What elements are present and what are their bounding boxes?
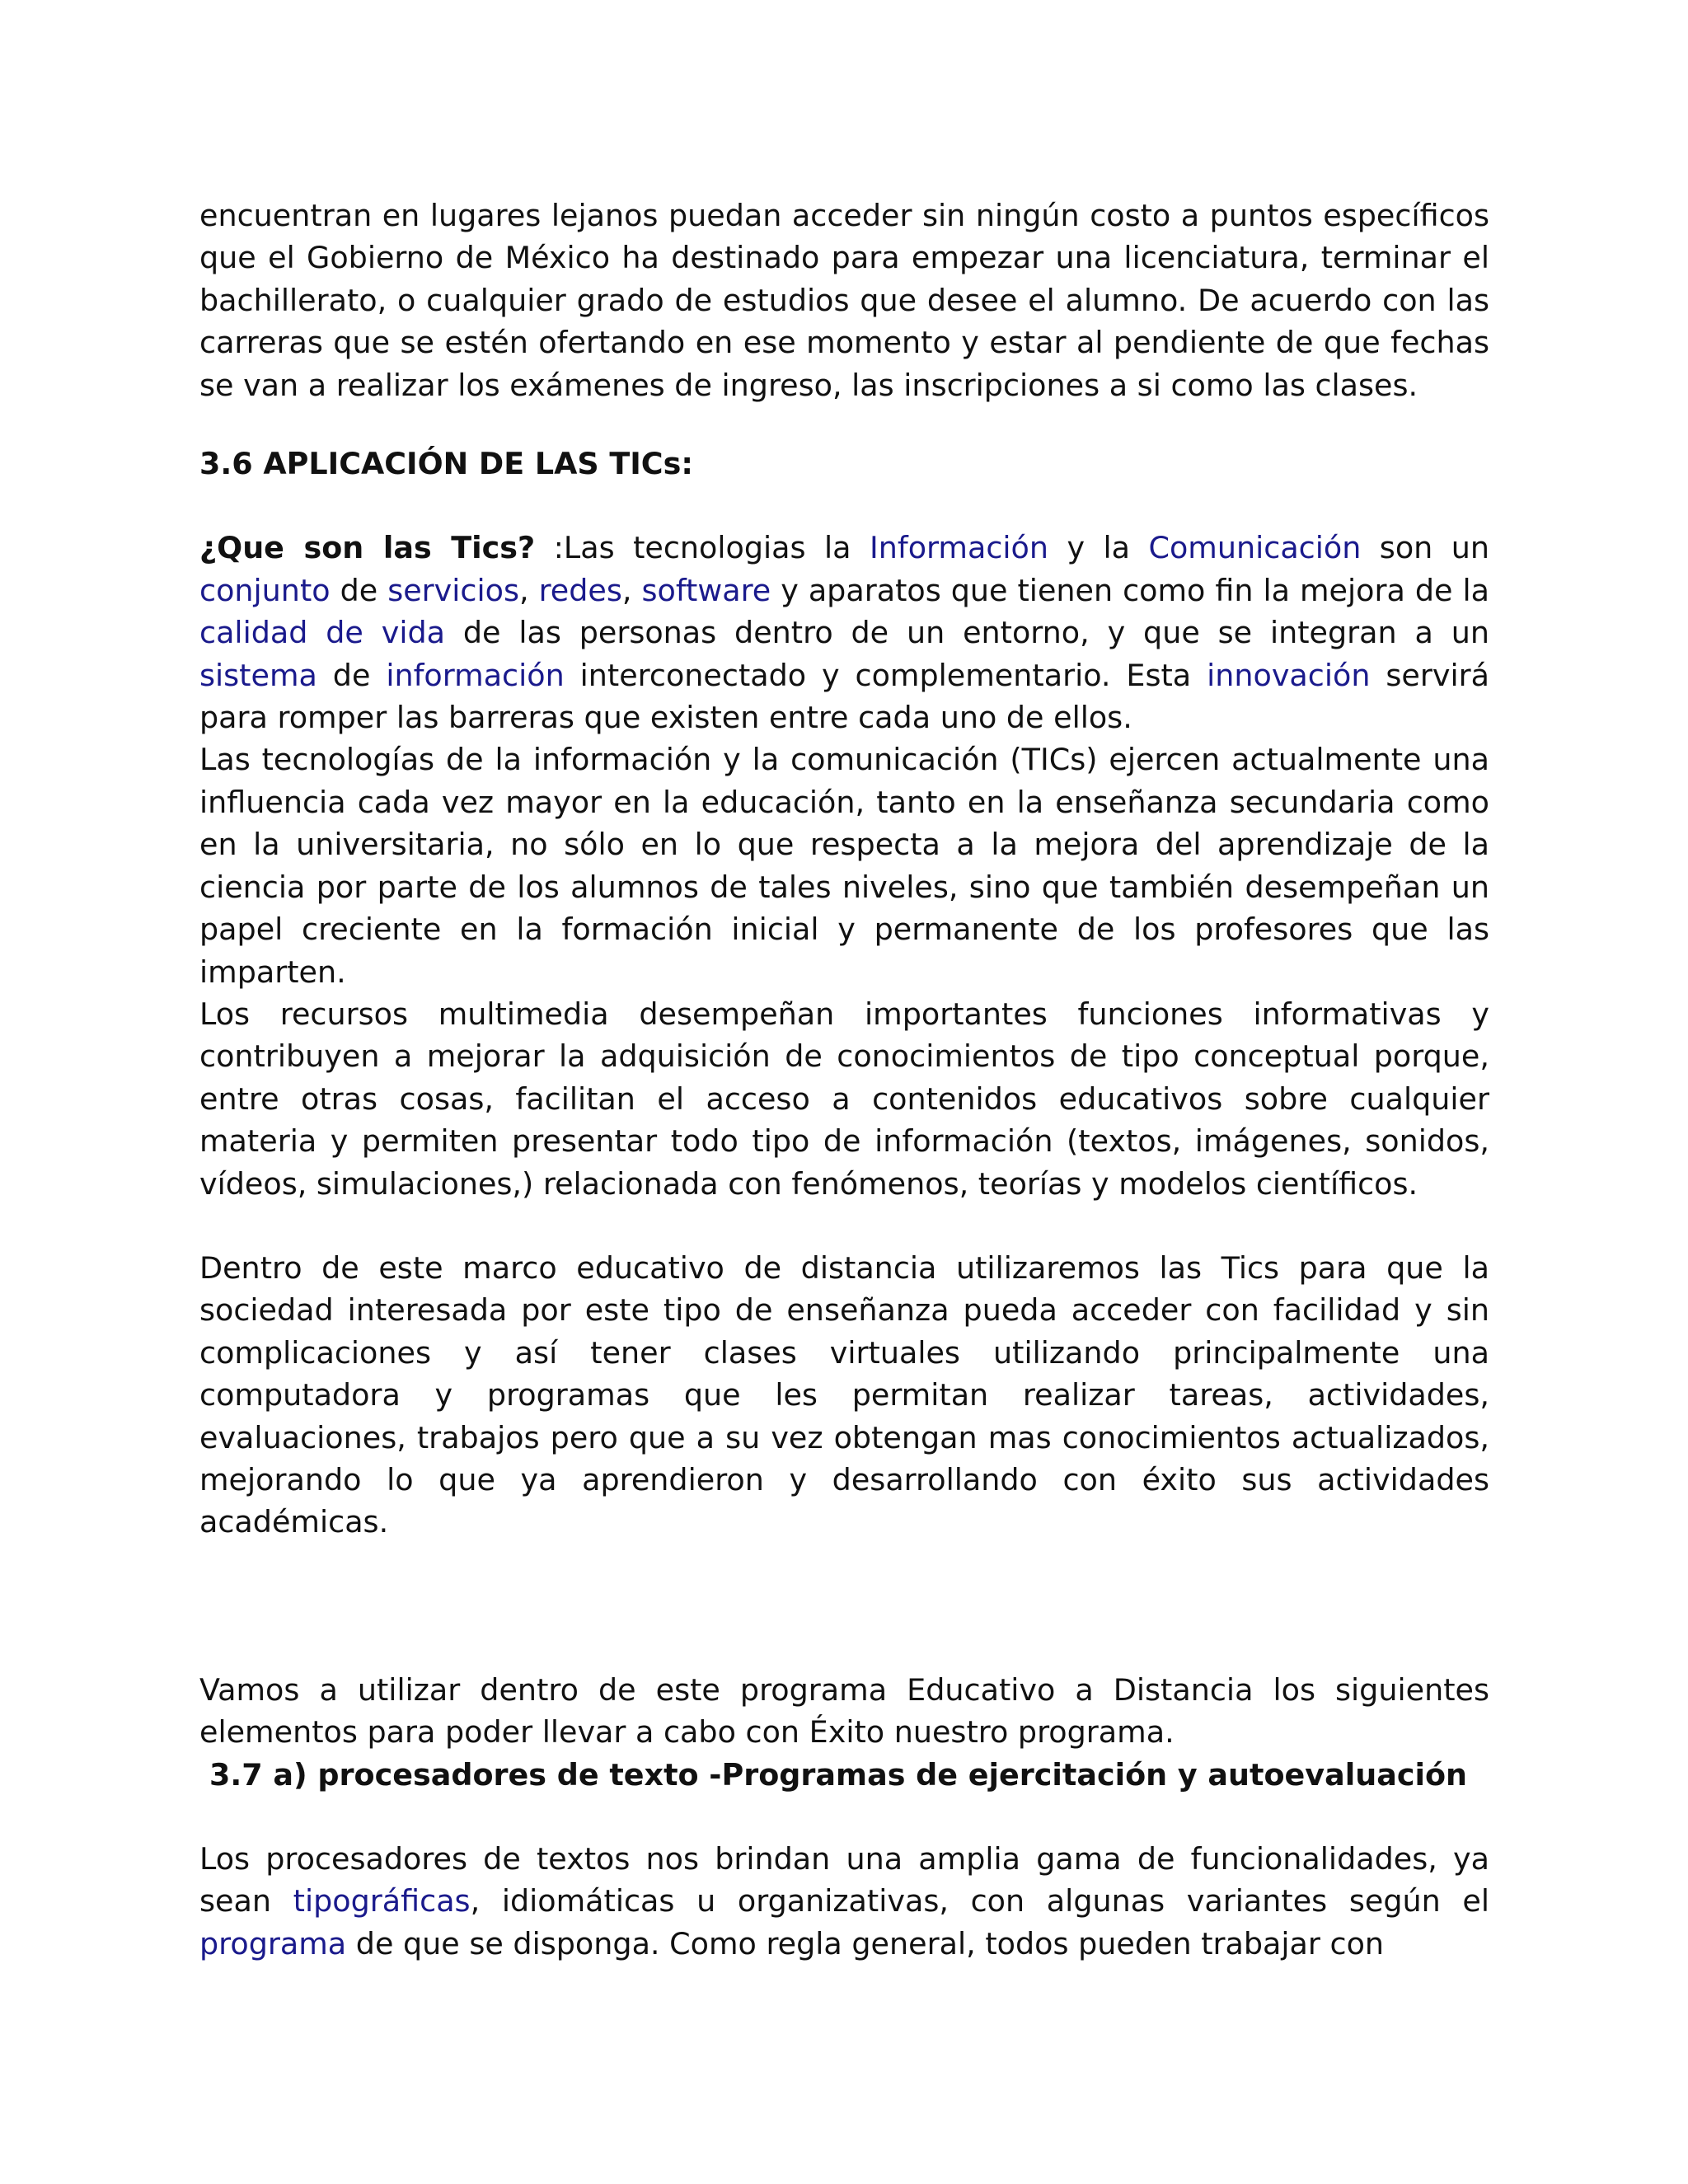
text-run: son un [1361,530,1489,566]
section-heading-3-7: 3.7 a) procesadores de texto -Programas de ejercitación y autoevaluación [209,1756,1468,1793]
link-conjunto[interactable]: conjunto [199,572,331,608]
text-run: y la [1048,530,1149,566]
text-run: Los procesadores de textos nos brindan una amplia gama de funcionalidades, ya sean [199,1841,1489,1919]
tics-education-paragraph: Las tecnologías de la información y la comunicación (TICs) ejercen actualmente una influencia cada vez mayor en la educación, tanto en la enseñanza secundaria como en la universitaria, no sólo en lo que respecta a la mejora del aprendizaje de la ciencia por parte de los alumnos de tales niveles, sino que también desempeñan un papel creciente en la formación inicial y permanente de los profesores que las imparten. [199,742,1489,990]
link-software[interactable]: software [641,572,771,608]
text-run: , [621,572,642,608]
section-heading-3-6: 3.6 APLICACIÓN DE LAS TICs: [199,446,693,482]
spacer [199,1205,1489,1247]
spacer [199,406,1489,443]
text-run: , idiomáticas u organizativas, con algunas variantes según el [470,1883,1490,1919]
multimedia-paragraph: Los recursos multimedia desempeñan importantes funciones informativas y contribuyen a mejorar la adquisición de conocimientos de tipo conceptual porque, entre otras cosas, facilitan el acceso a contenidos educativos sobre cualquier materia y permiten presentar todo tipo de información (textos, imágenes, sonidos, vídeos, simulaciones,) relacionada con fenómenos, teorías y modelos científicos. [199,996,1489,1202]
link-redes[interactable]: redes [538,572,622,608]
text-run: de las personas dentro de un entorno, y que se integran a un [445,615,1489,651]
spacer [199,485,1489,527]
link-tipograficas[interactable]: tipográficas [293,1883,471,1919]
text-run: de [330,572,388,608]
distance-education-paragraph: Dentro de este marco educativo de distancia utilizaremos las Tics para que la sociedad interesada por este tipo de enseñanza pueda acceder con facilidad y sin complicaciones y así tener clases virtuales utilizando principalmente una computadora y programas que les permitan realizar tareas, actividades, evaluaciones, trabajos pero que a su vez obtengan mas conocimientos actualizados, mejorando lo que ya aprendieron y desarrollando con éxito sus actividades académicas. [199,1249,1489,1540]
text-run: :Las tecnologias la [535,530,870,566]
text-run: , [518,572,539,608]
link-comunicacion[interactable]: Comunicación [1148,530,1362,566]
spacer [199,1544,1489,1669]
text-run: servirá para romper las barreras que existen entre cada uno de ellos. [199,657,1489,736]
text-run: interconectado y complementario. Esta [564,657,1207,693]
link-servicios[interactable]: servicios [387,572,519,608]
link-innovacion[interactable]: innovación [1207,657,1371,693]
link-informacion[interactable]: Información [869,530,1049,566]
program-elements-paragraph: Vamos a utilizar dentro de este programa Educativo a Distancia los siguientes elementos para poder llevar a cabo con Éxito nuestro programa. [199,1671,1489,1750]
text-run: de [316,657,387,693]
link-informacion-2[interactable]: información [386,657,565,693]
tics-question: ¿Que son las Tics? [199,530,536,566]
spacer [199,1796,1489,1838]
tics-definition-paragraph [199,527,1489,738]
link-calidad-de-vida[interactable]: calidad de vida [199,615,446,651]
link-sistema[interactable]: sistema [199,657,317,693]
link-programa[interactable]: programa [199,1925,347,1961]
text-run: y aparatos que tienen como fin la mejora de la [771,572,1489,608]
text-run: de que se disponga. Como regla general, todos pueden trabajar con [346,1925,1385,1961]
continuation-paragraph: encuentran en lugares lejanos puedan acceder sin ningún costo a puntos específicos que el Gobierno de México ha destinado para empezar una licenciatura, terminar el bachillerato, o cualquier grado de estudios que desee el alumno. De acuerdo con las carreras que se estén ofertando en ese momento y estar al pendiente de que fechas se van a realizar los exámenes de ingreso, las inscripciones a si como las clases. [199,198,1489,403]
word-processors-paragraph [199,1838,1489,1965]
document-page [199,194,1489,1965]
